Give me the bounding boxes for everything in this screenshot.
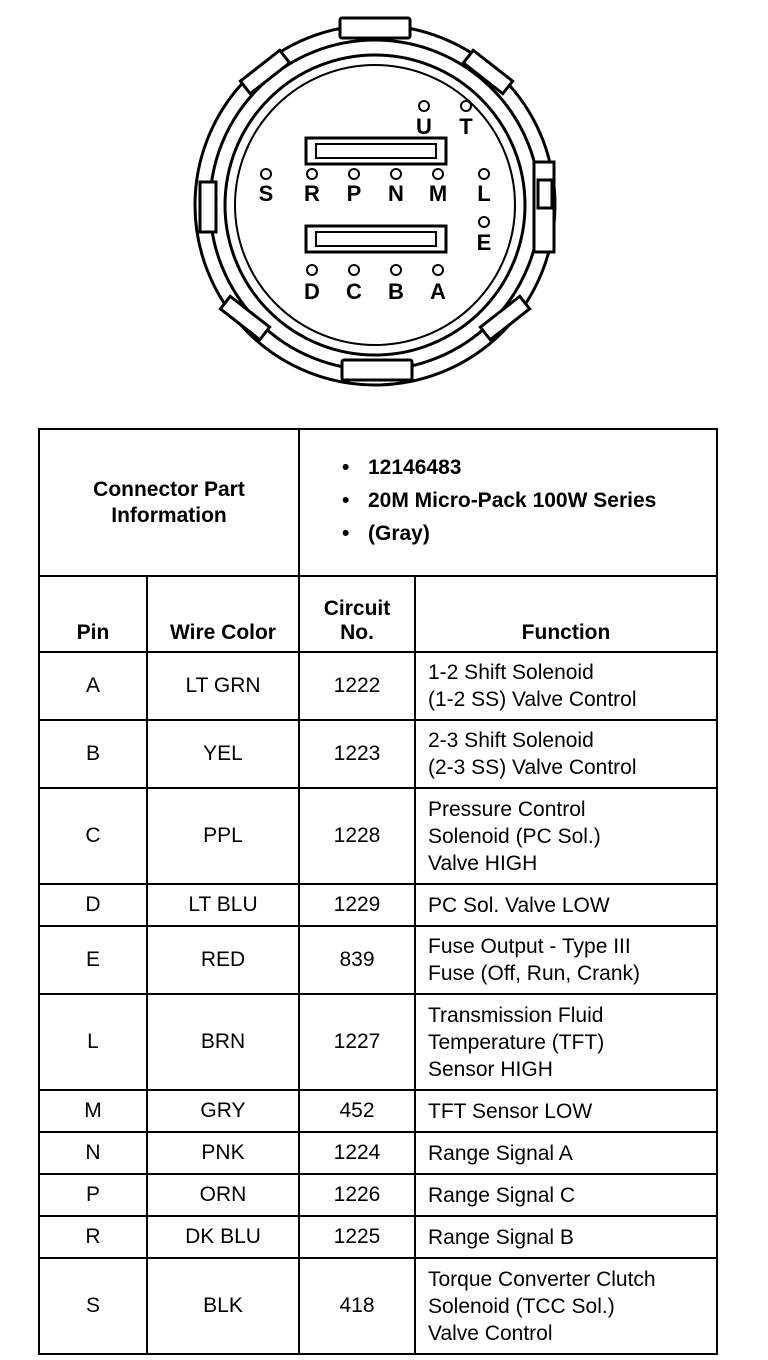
pin-cell: D [39,884,147,926]
circuit-cell: 1228 [299,788,415,884]
pin-label-u: U [416,114,432,139]
wire-color-cell: YEL [147,720,299,788]
upper-slot-outer [306,138,446,164]
column-header-row [39,576,717,652]
function-cell: Range Signal B [415,1216,717,1258]
table-row [39,1090,717,1132]
pin-label-t: T [459,114,473,139]
circuit-cell: 1223 [299,720,415,788]
function-cell: Transmission Fluid Temperature (TFT) Sensor HIGH [415,994,717,1090]
circuit-cell: 839 [299,926,415,994]
pin-cell: C [39,788,147,884]
table-row [39,720,717,788]
function-cell: Range Signal C [415,1174,717,1216]
table-row [39,1174,717,1216]
part-color: • (Gray) [338,520,716,547]
circuit-cell: 1227 [299,994,415,1090]
part-info-label-line2: Information [111,503,227,527]
circuit-cell: 1229 [299,884,415,926]
function-cell: Torque Converter Clutch Solenoid (TCC Sol.) Valve Control [415,1258,717,1354]
pin-cell: P [39,1174,147,1216]
pin-cell: S [39,1258,147,1354]
connector-face [235,65,515,345]
lower-slot-inner [316,232,436,246]
table-row [39,884,717,926]
part-info-details [299,429,717,576]
pin-label-a: A [430,279,446,304]
wire-color-cell: BRN [147,994,299,1090]
circuit-cell: 1226 [299,1174,415,1216]
wire-color-cell: RED [147,926,299,994]
table-row [39,926,717,994]
wire-color-cell: BLK [147,1258,299,1354]
table-row [39,1258,717,1354]
pin-cell: R [39,1216,147,1258]
function-cell: 2-3 Shift Solenoid (2-3 SS) Valve Control [415,720,717,788]
pin-label-e: E [476,230,492,255]
column-header-pin: Pin [39,576,147,652]
function-cell: Pressure Control Solenoid (PC Sol.) Valve HIGH [415,788,717,884]
lower-slot-outer [306,226,446,252]
part-series: • 20M Micro-Pack 100W Series [338,487,716,514]
pinout-table-body [39,429,717,1354]
circuit-cell: 1225 [299,1216,415,1258]
part-info-label-line1: Connector Part [93,477,245,501]
wire-color-cell: LT GRN [147,652,299,720]
function-cell: PC Sol. Valve LOW [415,884,717,926]
wire-color-cell: PPL [147,788,299,884]
column-header-circuit [299,576,415,652]
column-header-function: Function [415,576,717,652]
function-cell: Range Signal A [415,1132,717,1174]
pin-cell: E [39,926,147,994]
pin-label-m: M [428,181,448,206]
circuit-cell: 1222 [299,652,415,720]
wire-color-cell: GRY [147,1090,299,1132]
part-info-row [39,429,717,576]
table-row [39,994,717,1090]
part-info-list [338,454,716,547]
wire-color-cell: ORN [147,1174,299,1216]
column-header-wire-color: Wire Color [147,576,299,652]
pin-cell: L [39,994,147,1090]
column-header-circuit-line2: No. [340,621,374,644]
pin-label-b: B [388,279,404,304]
table-row [39,652,717,720]
pin-label-c: C [346,279,362,304]
pin-cell: A [39,652,147,720]
pin-cell: N [39,1132,147,1174]
circuit-cell: 418 [299,1258,415,1354]
table-row [39,788,717,884]
wire-color-cell: PNK [147,1132,299,1174]
pin-cell: M [39,1090,147,1132]
circuit-cell: 452 [299,1090,415,1132]
part-number: • 12146483 [338,454,716,481]
table-row [39,1216,717,1258]
connector-face-diagram [0,0,768,400]
pin-holes [258,101,489,275]
circuit-cell: 1224 [299,1132,415,1174]
pin-cell: B [39,720,147,788]
housing-tabs [200,18,554,380]
table-row [39,1132,717,1174]
pin-label-d: D [304,279,320,304]
pinout-table [38,428,718,1355]
wire-color-cell: DK BLU [147,1216,299,1258]
pin-label-s: S [258,181,274,206]
part-info-label [39,429,299,576]
column-header-circuit-line1: Circuit [323,597,391,620]
pin-label-n: N [388,181,404,206]
pin-label-p: P [346,181,362,206]
function-cell: TFT Sensor LOW [415,1090,717,1132]
function-cell: Fuse Output - Type III Fuse (Off, Run, Crank) [415,926,717,994]
pin-label-l: L [477,181,491,206]
pin-label-r: R [304,181,320,206]
wire-color-cell: LT BLU [147,884,299,926]
function-cell: 1-2 Shift Solenoid (1-2 SS) Valve Control [415,652,717,720]
upper-slot-inner [316,144,436,158]
